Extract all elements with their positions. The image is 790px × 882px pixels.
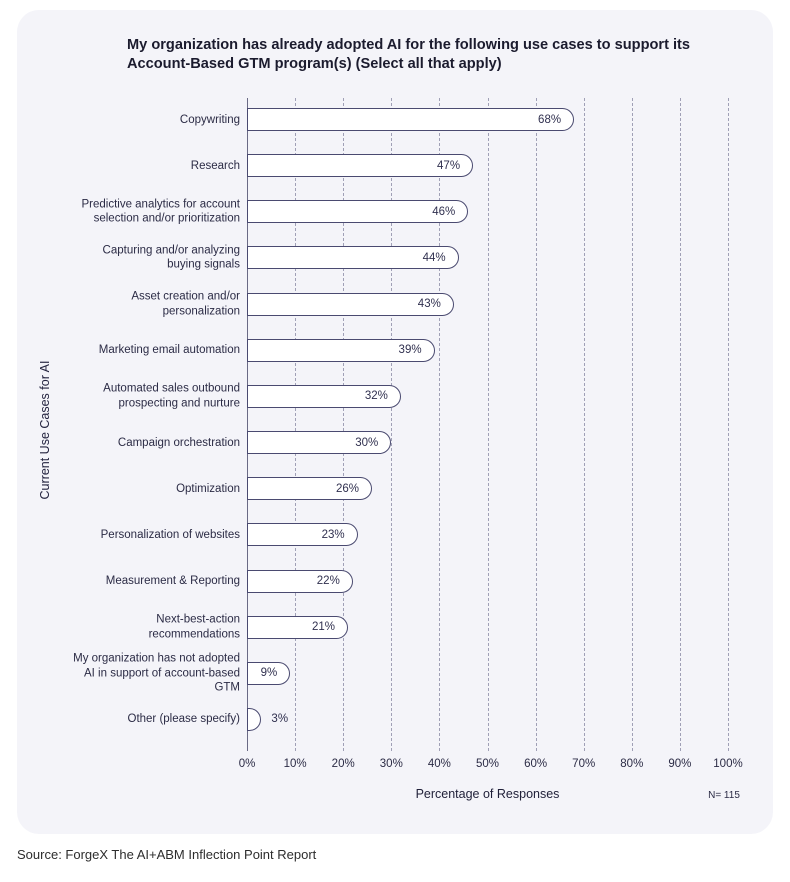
bar xyxy=(247,293,454,316)
bar-value-label: 21% xyxy=(311,621,335,634)
gridline xyxy=(584,98,585,751)
bar xyxy=(247,616,348,639)
category-label: Copywriting xyxy=(179,113,240,126)
category-label: Automated sales outbound prospecting and nurture xyxy=(103,382,240,410)
x-tick-label: 40% xyxy=(427,758,451,770)
category-label: Optimization xyxy=(176,482,240,495)
sample-size-label: N= 115 xyxy=(708,790,740,801)
bar-value-label: 26% xyxy=(336,482,360,495)
bar xyxy=(247,662,290,685)
chart-card xyxy=(17,10,773,834)
gridline xyxy=(439,98,440,751)
x-tick-label: 80% xyxy=(620,758,644,770)
gridline xyxy=(391,98,392,751)
y-axis-line xyxy=(247,98,248,751)
x-tick-label: 50% xyxy=(475,758,500,770)
gridline xyxy=(536,98,537,751)
bar xyxy=(247,570,353,593)
bar xyxy=(247,154,473,177)
category-label: Personalization of websites xyxy=(100,528,240,541)
x-tick-label: 0% xyxy=(238,758,256,770)
bar-value-label: 47% xyxy=(437,159,461,172)
x-tick-label: 100% xyxy=(713,758,743,770)
bar-value-label: 23% xyxy=(321,528,345,541)
bar-value-label: 22% xyxy=(316,575,340,587)
category-label: My organization has not adopted AI in support of account-based GTM xyxy=(73,652,240,694)
x-axis-label: Percentage of Responses xyxy=(415,787,560,801)
bar-value-label: 39% xyxy=(398,344,422,357)
bar-value-label: 46% xyxy=(432,205,456,218)
bar-value-label: 9% xyxy=(260,667,278,680)
x-tick-label: 90% xyxy=(668,758,692,770)
category-label: Asset creation and/or personalization xyxy=(131,290,240,318)
gridline xyxy=(295,98,296,751)
bar xyxy=(247,477,372,500)
category-label: Marketing email automation xyxy=(98,344,240,356)
category-label: Campaign orchestration xyxy=(117,436,240,449)
category-label: Predictive analytics for account selection and/or prioritization xyxy=(81,198,240,225)
bar-value-label: 30% xyxy=(355,436,379,449)
x-tick-label: 70% xyxy=(572,758,596,770)
bar-value-label: 68% xyxy=(538,113,562,126)
category-label: Measurement & Reporting xyxy=(105,574,240,587)
chart-title xyxy=(127,36,763,74)
gridline xyxy=(343,98,344,751)
bar xyxy=(247,246,459,269)
bar-value-label: 3% xyxy=(271,713,289,726)
chart-title-line2: Account-Based GTM program(s) (Select all that apply) xyxy=(127,56,502,72)
bar-value-label: 43% xyxy=(417,298,441,311)
bar xyxy=(247,708,261,731)
y-axis-label: Current Use Cases for AI xyxy=(38,360,52,500)
x-axis-ticks xyxy=(238,758,743,772)
bar-value-label: 44% xyxy=(422,251,446,264)
bar xyxy=(247,523,358,546)
chart-title-line1: My organization has already adopted AI for the following use cases to support its xyxy=(127,37,691,53)
bar xyxy=(247,200,468,223)
x-tick-label: 10% xyxy=(283,758,307,770)
bar xyxy=(247,108,574,131)
category-label: Next-best-action recommendations xyxy=(148,613,240,641)
x-tick-label: 20% xyxy=(331,758,355,770)
gridline xyxy=(728,98,729,751)
category-label: Capturing and/or analyzing buying signals xyxy=(102,244,240,271)
category-label: Other (please specify) xyxy=(127,713,240,726)
x-tick-label: 60% xyxy=(524,758,548,770)
category-labels xyxy=(73,98,240,751)
source-caption: Source: ForgeX The AI+ABM Inflection Point Report xyxy=(17,847,317,862)
bar xyxy=(247,339,435,362)
bar xyxy=(247,385,401,408)
category-label: Research xyxy=(190,159,240,172)
x-tick-label: 30% xyxy=(379,758,403,770)
bar-value-label: 32% xyxy=(364,390,388,403)
bar xyxy=(247,431,391,454)
gridline xyxy=(488,98,489,751)
gridline xyxy=(632,98,633,751)
gridline xyxy=(680,98,681,751)
plot-area xyxy=(247,98,728,751)
